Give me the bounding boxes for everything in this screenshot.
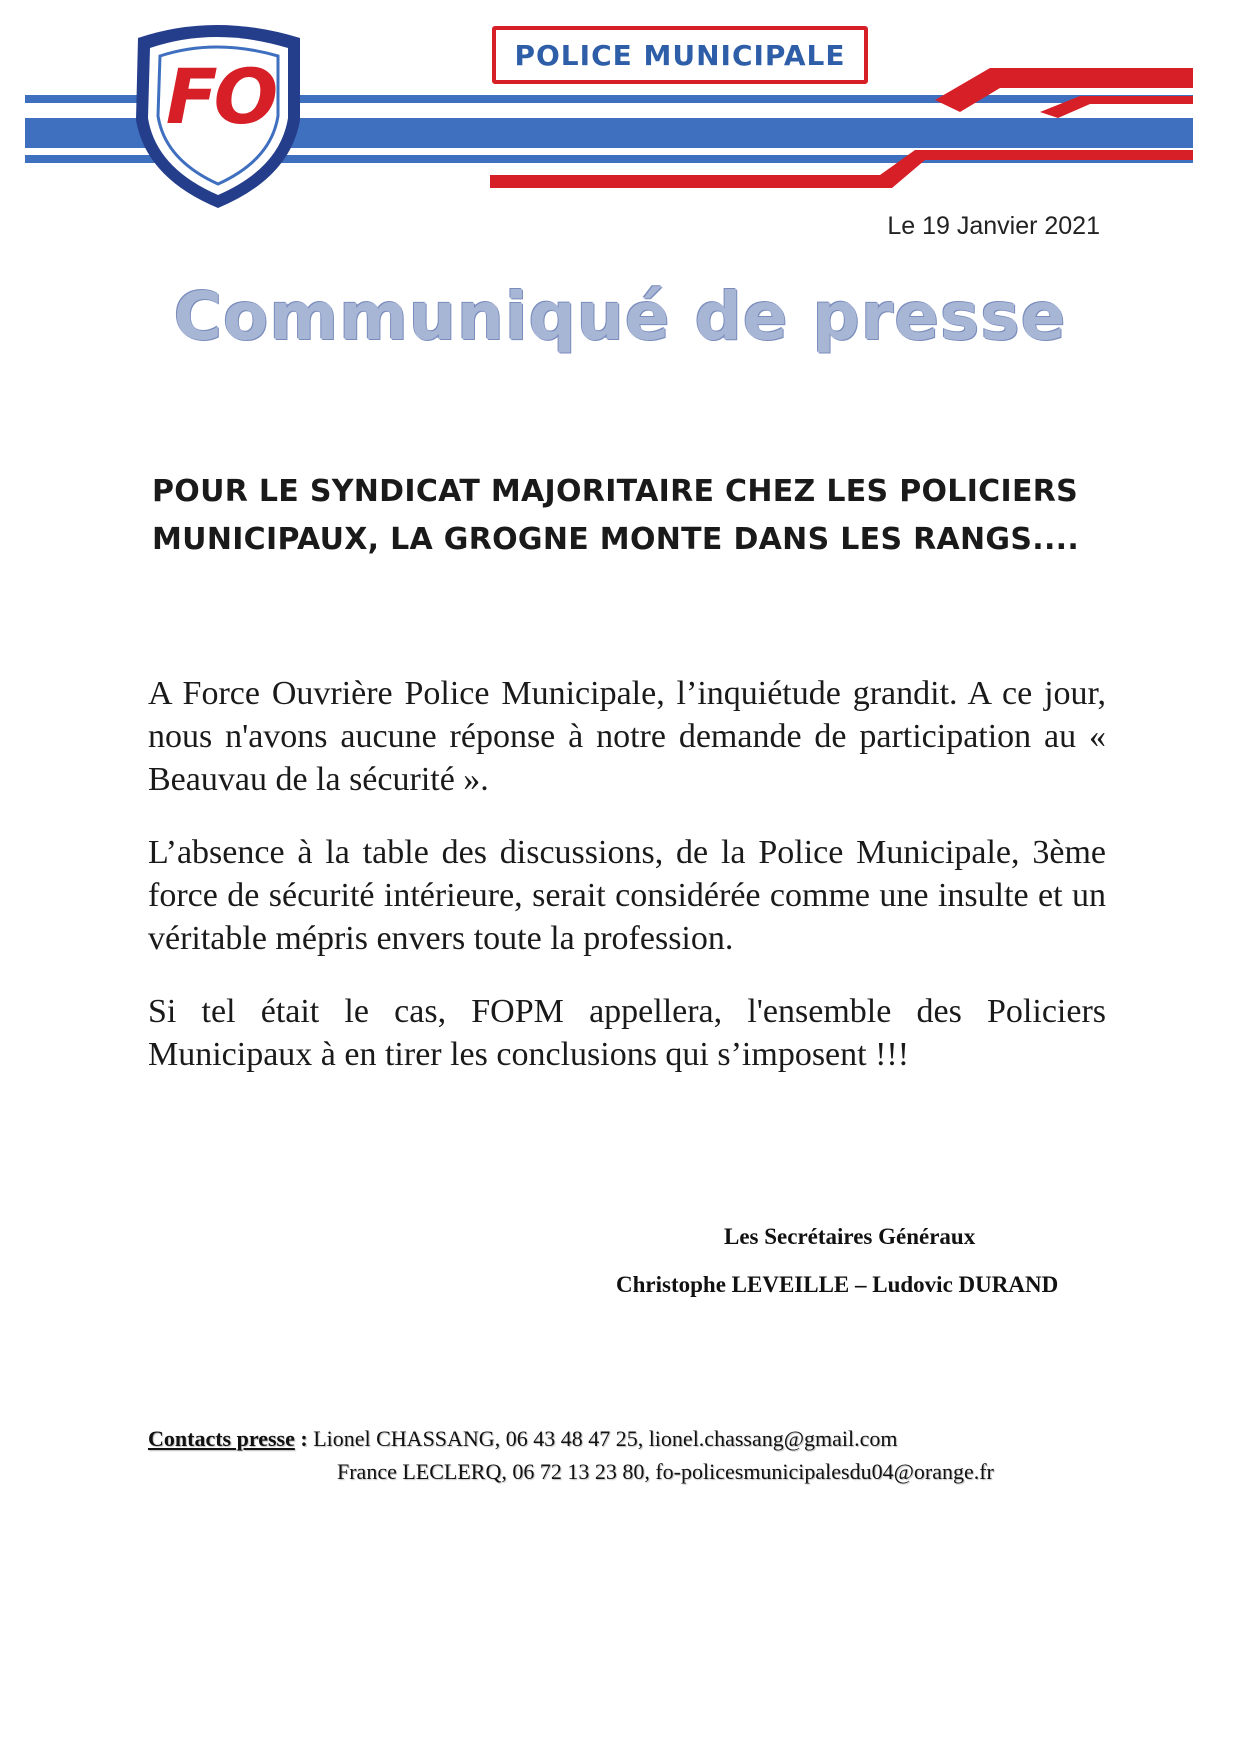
press-contacts bbox=[148, 1422, 994, 1488]
paragraph: Si tel était le cas, FOPM appellera, l'ensemble des Policiers Municipaux à en tirer les conclusions qui s’imposent !!! bbox=[148, 993, 1106, 1073]
police-municipale-badge: POLICE MUNICIPALE bbox=[492, 26, 868, 84]
contact-2: France LECLERQ, 06 72 13 23 80, fo-policesmunicipalesdu04@orange.fr bbox=[337, 1459, 994, 1484]
headline-line-1: POUR LE SYNDICAT MAJORITAIRE CHEZ LES POLICIERS bbox=[152, 474, 1079, 509]
paragraph: A Force Ouvrière Police Municipale, l’inquiétude grandit. A ce jour, nous n'avons aucune réponse à notre demande de participation au « Beauvau de la sécurité ». bbox=[148, 675, 1106, 798]
contact-line-1 bbox=[148, 1422, 994, 1455]
page-title: Communiqué de presse bbox=[173, 278, 1067, 355]
signature-role: Les Secrétaires Généraux bbox=[724, 1224, 976, 1249]
contacts-label: Contacts presse bbox=[148, 1426, 295, 1451]
paragraph: L’absence à la table des discussions, de la Police Municipale, 3ème force de sécurité intérieure, serait considérée comme une insulte et un véritable mépris envers toute la profession. bbox=[148, 834, 1106, 957]
body-text bbox=[148, 672, 1106, 1106]
letterhead bbox=[0, 0, 1240, 220]
contacts-separator: : bbox=[294, 1426, 314, 1451]
signature-names: Christophe LEVEILLE – Ludovic DURAND bbox=[616, 1272, 1059, 1297]
headline bbox=[152, 468, 1152, 564]
contact-1: Lionel CHASSANG, 06 43 48 47 25, lionel.chassang@gmail.com bbox=[313, 1426, 898, 1451]
fo-logo-text: FO bbox=[165, 52, 275, 141]
headline-line-2: MUNICIPAUX, LA GROGNE MONTE DANS LES RANGS.... bbox=[152, 522, 1080, 557]
document-date: Le 19 Janvier 2021 bbox=[887, 212, 1100, 240]
